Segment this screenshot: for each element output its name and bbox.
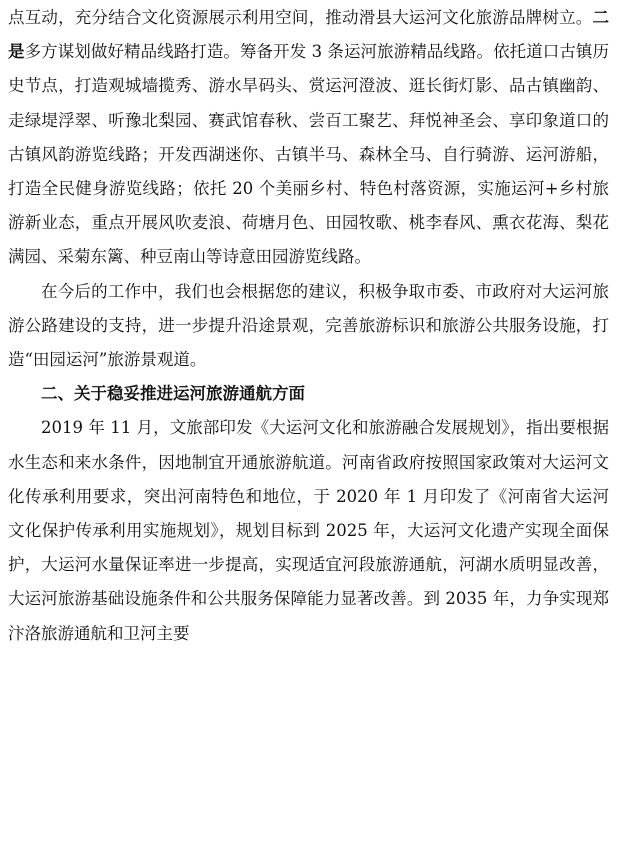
paragraph-routes-text-b: 多方谋划做好精品线路打造。筹备开发 3 条运河旅游精品线路。依托道口古镇历史节点，打造观城墙揽秀、游水旱码头、赏运河澄波、逛长街灯影、品古镇幽韵、走绿堤浮翠、听豫北梨园、赛武馆春秋、尝百工聚艺、拜悦神圣会、享印象道口的古镇风韵游览线路；开发西湖迷你、古镇半马、森林全马、自行骑游、运河游船，打造全民健身游览线路；依托 20 个美丽乡村、特色村落资源，实施运河+乡村旅游新业态，重点开展风吹麦浪、荷塘月色、田园牧歌、桃李春风、熏衣花海、梨花满园、采菊东篱、种豆南山等诗意田园游览线路。 bbox=[8, 42, 609, 267]
section-heading: 二、关于稳妥推进运河旅游通航方面 bbox=[41, 384, 305, 404]
paragraph-future-work: 在今后的工作中，我们也会根据您的建议，积极争取市委、市政府对大运河旅游公路建设的支持，进一步提升沿途景观，完善旅游标识和旅游公共服务设施，打造“田园运河”旅游景观道。 bbox=[8, 281, 609, 370]
paragraph-routes-text-a: 点互动，充分结合文化资源展示利用空间，推动滑县大运河文化旅游品牌树立。 bbox=[8, 8, 593, 27]
paragraph-routes bbox=[8, 1, 609, 275]
paragraph-navigation-plan: 2019 年 11 月，文旅部印发《大运河文化和旅游融合发展规划》，指出要根据水生态和来水条件，因地制宜开通旅游航道。河南省政府按照国家政策对大运河文化传承利用要求，突出河南特色和地位，于 2020 年 1 月印发了《河南省大运河文化保护传承利用实施规划》，规划目标到 2025 年，大运河文化遗产实现全面保护，大运河水量保证率进一步提高，实现适宜河段旅游通航，河湖水质明显改善，大运河旅游基础设施条件和公共服务保障能力显著改善。到 2035 年，力争实现郑汴洛旅游通航和卫河主要 bbox=[8, 418, 609, 643]
document-page bbox=[8, 0, 609, 651]
paragraph-routes-bold-marker: 二是 bbox=[8, 8, 609, 62]
